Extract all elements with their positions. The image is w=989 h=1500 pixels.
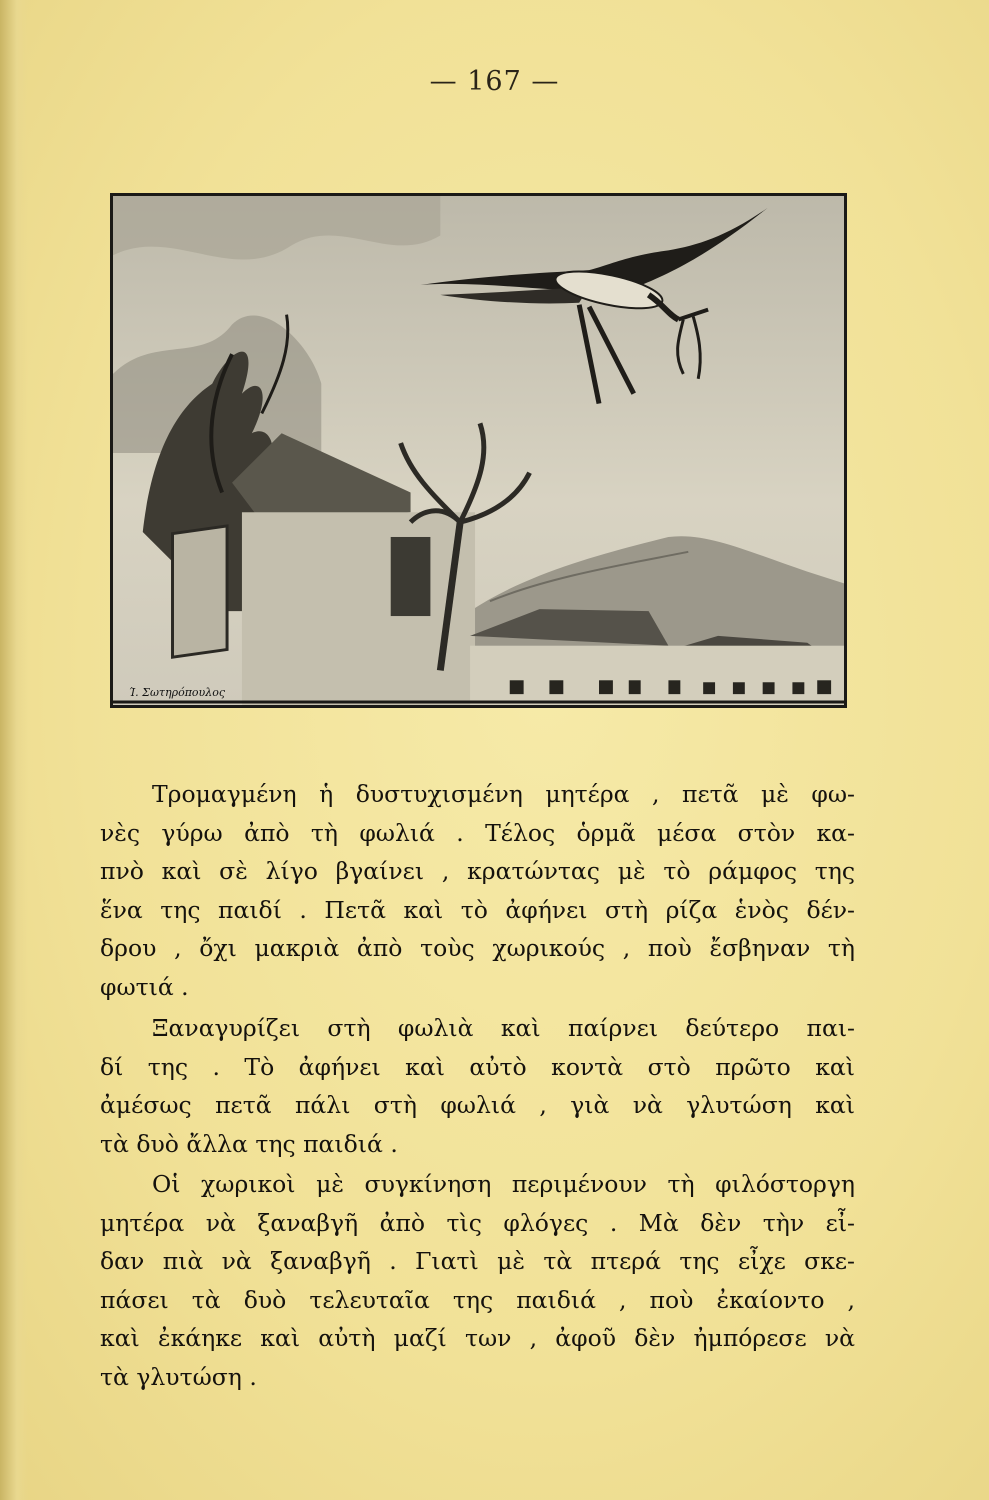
artist-signature: Ί. Σωτηρόπουλος [129,686,225,699]
house-door [173,526,228,657]
text-line: φωτιά . [100,972,189,1001]
text-line: δρου , ὄχι μακριὰ ἀπὸ τοὺς χωρικούς , ποὺ ἔσβηναν τὴ [100,934,855,963]
text-line: Τρομαγμένη ἡ δυστυχισμένη μητέρα , πετᾶ μὲ φω- [152,780,855,808]
text-line: καὶ ἐκάηκε καὶ αὐτὴ μαζί των , ἀφοῦ δὲν ἠμπόρεσε νὰ [100,1324,855,1353]
text-line: τὰ γλυτώση . [100,1362,257,1391]
house-wall [242,512,475,705]
book-gutter [0,0,28,1500]
page-number: — 167 — [429,66,560,97]
text-line: τὰ δυὸ ἄλλα της παιδιά . [100,1129,398,1158]
text-line: Ξαναγυρίζει στὴ φωλιὰ καὶ παίρνει δεύτερο παι- [152,1014,855,1042]
text-line: δαν πιὰ νὰ ξαναβγῆ . Γιατὶ μὲ τὰ πτερά της εἶχε σκε- [100,1247,855,1276]
house-window [391,537,431,616]
text-line: νὲς γύρω ἀπὸ τὴ φωλιά . Τέλος ὁρμᾶ μέσα στὸν κα- [100,818,855,847]
paragraph-2 [100,1009,855,1163]
text-line: Οἱ χωρικοὶ μὲ συγκίνηση περιμένουν τὴ φιλόστοργη [152,1170,855,1198]
illustration-drawing [113,196,844,705]
illustration [110,193,847,708]
text-line: δί της . Τὸ ἀφήνει καὶ αὐτὸ κοντὰ στὸ πρῶτο καὶ [100,1052,855,1081]
text-line: πάσει τὰ δυὸ τελευταῖα της παιδιά , ποὺ ἐκαίοντο , [100,1285,855,1314]
paragraph-3 [100,1165,855,1397]
text-line: μητέρα νὰ ξαναβγῆ ἀπὸ τὶς φλόγες . Μὰ δὲν τὴν εἶ- [100,1208,855,1237]
paragraph-1 [100,775,855,1007]
text-line: πνὸ καὶ σὲ λίγο βγαίνει , κρατώντας μὲ τὸ ράμφος της [100,857,855,886]
lower-house-wall [470,646,844,705]
text-line: ἕνα της παιδί . Πετᾶ καὶ τὸ ἀφήνει στὴ ρίζα ἑνὸς δέν- [100,895,855,924]
text-line: ἀμέσως πετᾶ πάλι στὴ φωλιά , γιὰ νὰ γλυτώση καὶ [100,1091,855,1120]
